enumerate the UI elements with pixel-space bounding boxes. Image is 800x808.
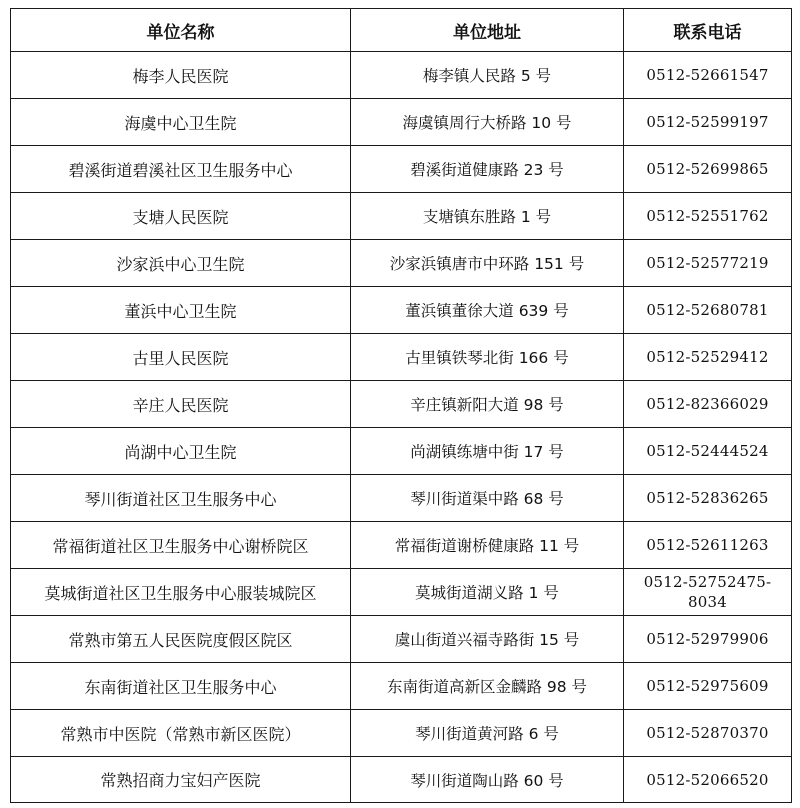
table-row	[11, 616, 792, 663]
contact-phone-cell: 0512-52975609	[624, 663, 792, 710]
unit-name-cell: 梅李人民医院	[11, 52, 351, 99]
table-header	[11, 9, 792, 52]
unit-name-cell: 常熟招商力宝妇产医院	[11, 757, 351, 803]
table-row	[11, 334, 792, 381]
table-row	[11, 475, 792, 522]
unit-address-cell: 尚湖镇练塘中街 17 号	[351, 428, 624, 475]
table-row	[11, 663, 792, 710]
unit-name-cell: 莫城街道社区卫生服务中心服装城院区	[11, 569, 351, 616]
table-row	[11, 287, 792, 334]
table-row	[11, 240, 792, 287]
unit-name-cell: 常熟市第五人民医院度假区院区	[11, 616, 351, 663]
unit-address-cell: 东南街道高新区金麟路 98 号	[351, 663, 624, 710]
contact-phone-cell: 0512-52870370	[624, 710, 792, 757]
unit-name-cell: 碧溪街道碧溪社区卫生服务中心	[11, 146, 351, 193]
unit-address-cell: 支塘镇东胜路 1 号	[351, 193, 624, 240]
unit-address-cell: 碧溪街道健康路 23 号	[351, 146, 624, 193]
unit-name-cell: 海虞中心卫生院	[11, 99, 351, 146]
contact-phone-cell: 0512-52577219	[624, 240, 792, 287]
table-row	[11, 381, 792, 428]
table-row	[11, 522, 792, 569]
table-row	[11, 52, 792, 99]
unit-address-cell: 沙家浜镇唐市中环路 151 号	[351, 240, 624, 287]
table-body	[11, 52, 792, 803]
unit-address-cell: 海虞镇周行大桥路 10 号	[351, 99, 624, 146]
header-row	[11, 9, 792, 52]
unit-name-cell: 沙家浜中心卫生院	[11, 240, 351, 287]
table-row	[11, 146, 792, 193]
hospital-contact-table	[10, 8, 792, 803]
contact-phone-cell: 0512-52979906	[624, 616, 792, 663]
unit-name-cell: 董浜中心卫生院	[11, 287, 351, 334]
header-unit-name: 单位名称	[11, 9, 351, 52]
unit-address-cell: 古里镇铁琴北街 166 号	[351, 334, 624, 381]
unit-address-cell: 梅李镇人民路 5 号	[351, 52, 624, 99]
unit-name-cell: 常熟市中医院（常熟市新区医院）	[11, 710, 351, 757]
unit-name-cell: 东南街道社区卫生服务中心	[11, 663, 351, 710]
table-row	[11, 99, 792, 146]
unit-address-cell: 琴川街道陶山路 60 号	[351, 757, 624, 803]
table-row	[11, 757, 792, 803]
unit-name-cell: 尚湖中心卫生院	[11, 428, 351, 475]
contact-phone-cell: 0512-52444524	[624, 428, 792, 475]
unit-name-cell: 常福街道社区卫生服务中心谢桥院区	[11, 522, 351, 569]
contact-phone-cell: 0512-52699865	[624, 146, 792, 193]
unit-name-cell: 古里人民医院	[11, 334, 351, 381]
contact-phone-cell: 0512-82366029	[624, 381, 792, 428]
unit-address-cell: 常福街道谢桥健康路 11 号	[351, 522, 624, 569]
header-contact-phone: 联系电话	[624, 9, 792, 52]
table-row	[11, 569, 792, 616]
table-row	[11, 710, 792, 757]
unit-address-cell: 辛庄镇新阳大道 98 号	[351, 381, 624, 428]
unit-name-cell: 支塘人民医院	[11, 193, 351, 240]
unit-address-cell: 琴川街道黄河路 6 号	[351, 710, 624, 757]
contact-phone-cell: 0512-52680781	[624, 287, 792, 334]
table-row	[11, 428, 792, 475]
contact-phone-cell: 0512-52551762	[624, 193, 792, 240]
unit-address-cell: 莫城街道湖义路 1 号	[351, 569, 624, 616]
unit-name-cell: 辛庄人民医院	[11, 381, 351, 428]
contact-phone-cell: 0512-52599197	[624, 99, 792, 146]
hospital-contact-table-container	[10, 8, 791, 803]
header-unit-address: 单位地址	[351, 9, 624, 52]
contact-phone-cell: 0512-52836265	[624, 475, 792, 522]
contact-phone-cell: 0512-52752475-8034	[624, 569, 792, 616]
contact-phone-cell: 0512-52611263	[624, 522, 792, 569]
unit-address-cell: 董浜镇董徐大道 639 号	[351, 287, 624, 334]
table-row	[11, 193, 792, 240]
unit-address-cell: 虞山街道兴福寺路街 15 号	[351, 616, 624, 663]
contact-phone-cell: 0512-52066520	[624, 757, 792, 803]
unit-name-cell: 琴川街道社区卫生服务中心	[11, 475, 351, 522]
contact-phone-cell: 0512-52661547	[624, 52, 792, 99]
contact-phone-cell: 0512-52529412	[624, 334, 792, 381]
unit-address-cell: 琴川街道渠中路 68 号	[351, 475, 624, 522]
